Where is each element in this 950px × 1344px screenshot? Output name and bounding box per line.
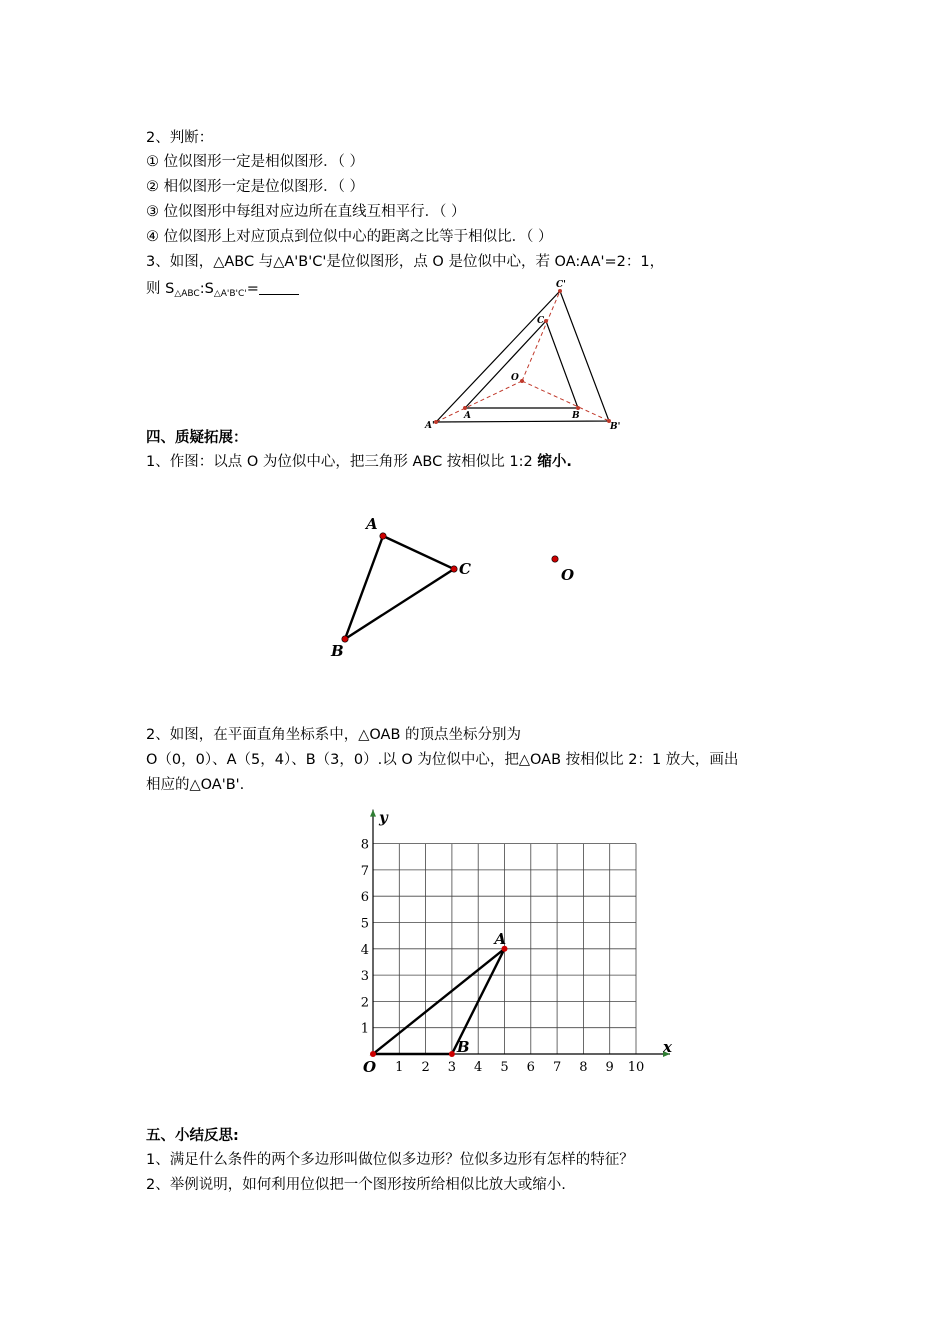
point-b-label: B (456, 1038, 470, 1056)
q3-line1: 3、如图，△ABC 与△A'B'C'是位似图形，点 O 是位似中心，若 OA:AA'=2：1， (146, 254, 665, 270)
q3-eq: = (246, 281, 259, 297)
label-c: C (537, 316, 545, 326)
section5-heading: 五、小结反思: (146, 1128, 239, 1144)
label-b: B (572, 411, 580, 421)
y-tick-label: 6 (360, 890, 369, 906)
x-tick-label: 3 (447, 1060, 457, 1075)
label-c2: C' (556, 280, 566, 290)
label-o: O (511, 373, 519, 383)
y-tick-label: 4 (360, 942, 369, 958)
q2-item-4: ④ 位似图形上对应顶点到位似中心的距离之比等于相似比．（ ） (146, 229, 553, 245)
label-a: A (464, 411, 471, 421)
q3-colon: :S (199, 281, 214, 297)
section4-heading: 四、质疑拓展： (146, 430, 248, 446)
label-a2: A' (425, 421, 435, 431)
fig1-label-o: O (561, 566, 575, 584)
y-tick-label: 1 (360, 1021, 369, 1037)
y-tick-label: 3 (360, 969, 369, 985)
x-tick-label: 6 (526, 1060, 535, 1075)
q2-item-3: ③ 位似图形中每组对应边所在直线互相平行．（ ） (146, 204, 466, 220)
x-tick-label: 5 (500, 1060, 509, 1075)
label-b2: B' (610, 422, 621, 432)
section5-item-2: 2、举例说明，如何利用位似把一个图形按所给相似比放大或缩小. (146, 1177, 566, 1193)
point-o (370, 1051, 376, 1057)
fig1-label-c: C (459, 560, 471, 578)
fig1-label-b: B (331, 642, 344, 660)
x-tick-label: 8 (579, 1060, 588, 1075)
x-tick-label: 2 (421, 1060, 430, 1075)
section4-q1-text: 1、作图：以点 O 为位似中心，把三角形 ABC 按相似比 1:2 (146, 454, 538, 470)
origin-label: O (363, 1058, 377, 1076)
y-tick-label: 2 (360, 995, 369, 1011)
x-tick-label: 7 (552, 1060, 562, 1075)
point-a-label: A (494, 929, 507, 948)
q2-item-2: ② 相似图形一定是位似图形．（ ） (146, 179, 364, 195)
y-axis-label: y (379, 808, 388, 827)
y-tick-label: 7 (360, 863, 369, 879)
x-tick-label: 10 (627, 1060, 645, 1075)
x-tick-label: 1 (395, 1060, 404, 1075)
section4-q1-bold: 缩小. (537, 454, 572, 470)
fig1-label-a: A (366, 515, 378, 533)
q3-prefix: 则 S (146, 281, 175, 297)
q3-sub2: △A'B'C' (213, 289, 247, 299)
section4-q2-line2: O（0，0）、A（5，4）、B（3，0）.以 O 为位似中心，把△OAB 按相似比 2：1 放大，画出 (146, 752, 739, 768)
section4-q2-line3: 相应的△OA'B'. (146, 777, 245, 793)
y-tick-label: 5 (360, 916, 369, 932)
y-tick-label: 8 (360, 837, 369, 853)
x-tick-label: 9 (605, 1060, 614, 1075)
q2-title: 2、判断： (146, 130, 214, 146)
y-axis-arrow (370, 810, 376, 817)
section5-item-1: 1、满足什么条件的两个多边形叫做位似多边形？位似多边形有怎样的特征？ (146, 1152, 634, 1168)
section4-q2-line1: 2、如图，在平面直角坐标系中，△OAB 的顶点坐标分别为 (146, 727, 522, 743)
q3-sub1: △ABC (174, 289, 200, 299)
x-tick-label: 4 (474, 1060, 483, 1075)
q2-item-1: ① 位似图形一定是相似图形．（ ） (146, 154, 364, 170)
point-b (449, 1051, 455, 1057)
x-axis-label: x (663, 1038, 672, 1056)
